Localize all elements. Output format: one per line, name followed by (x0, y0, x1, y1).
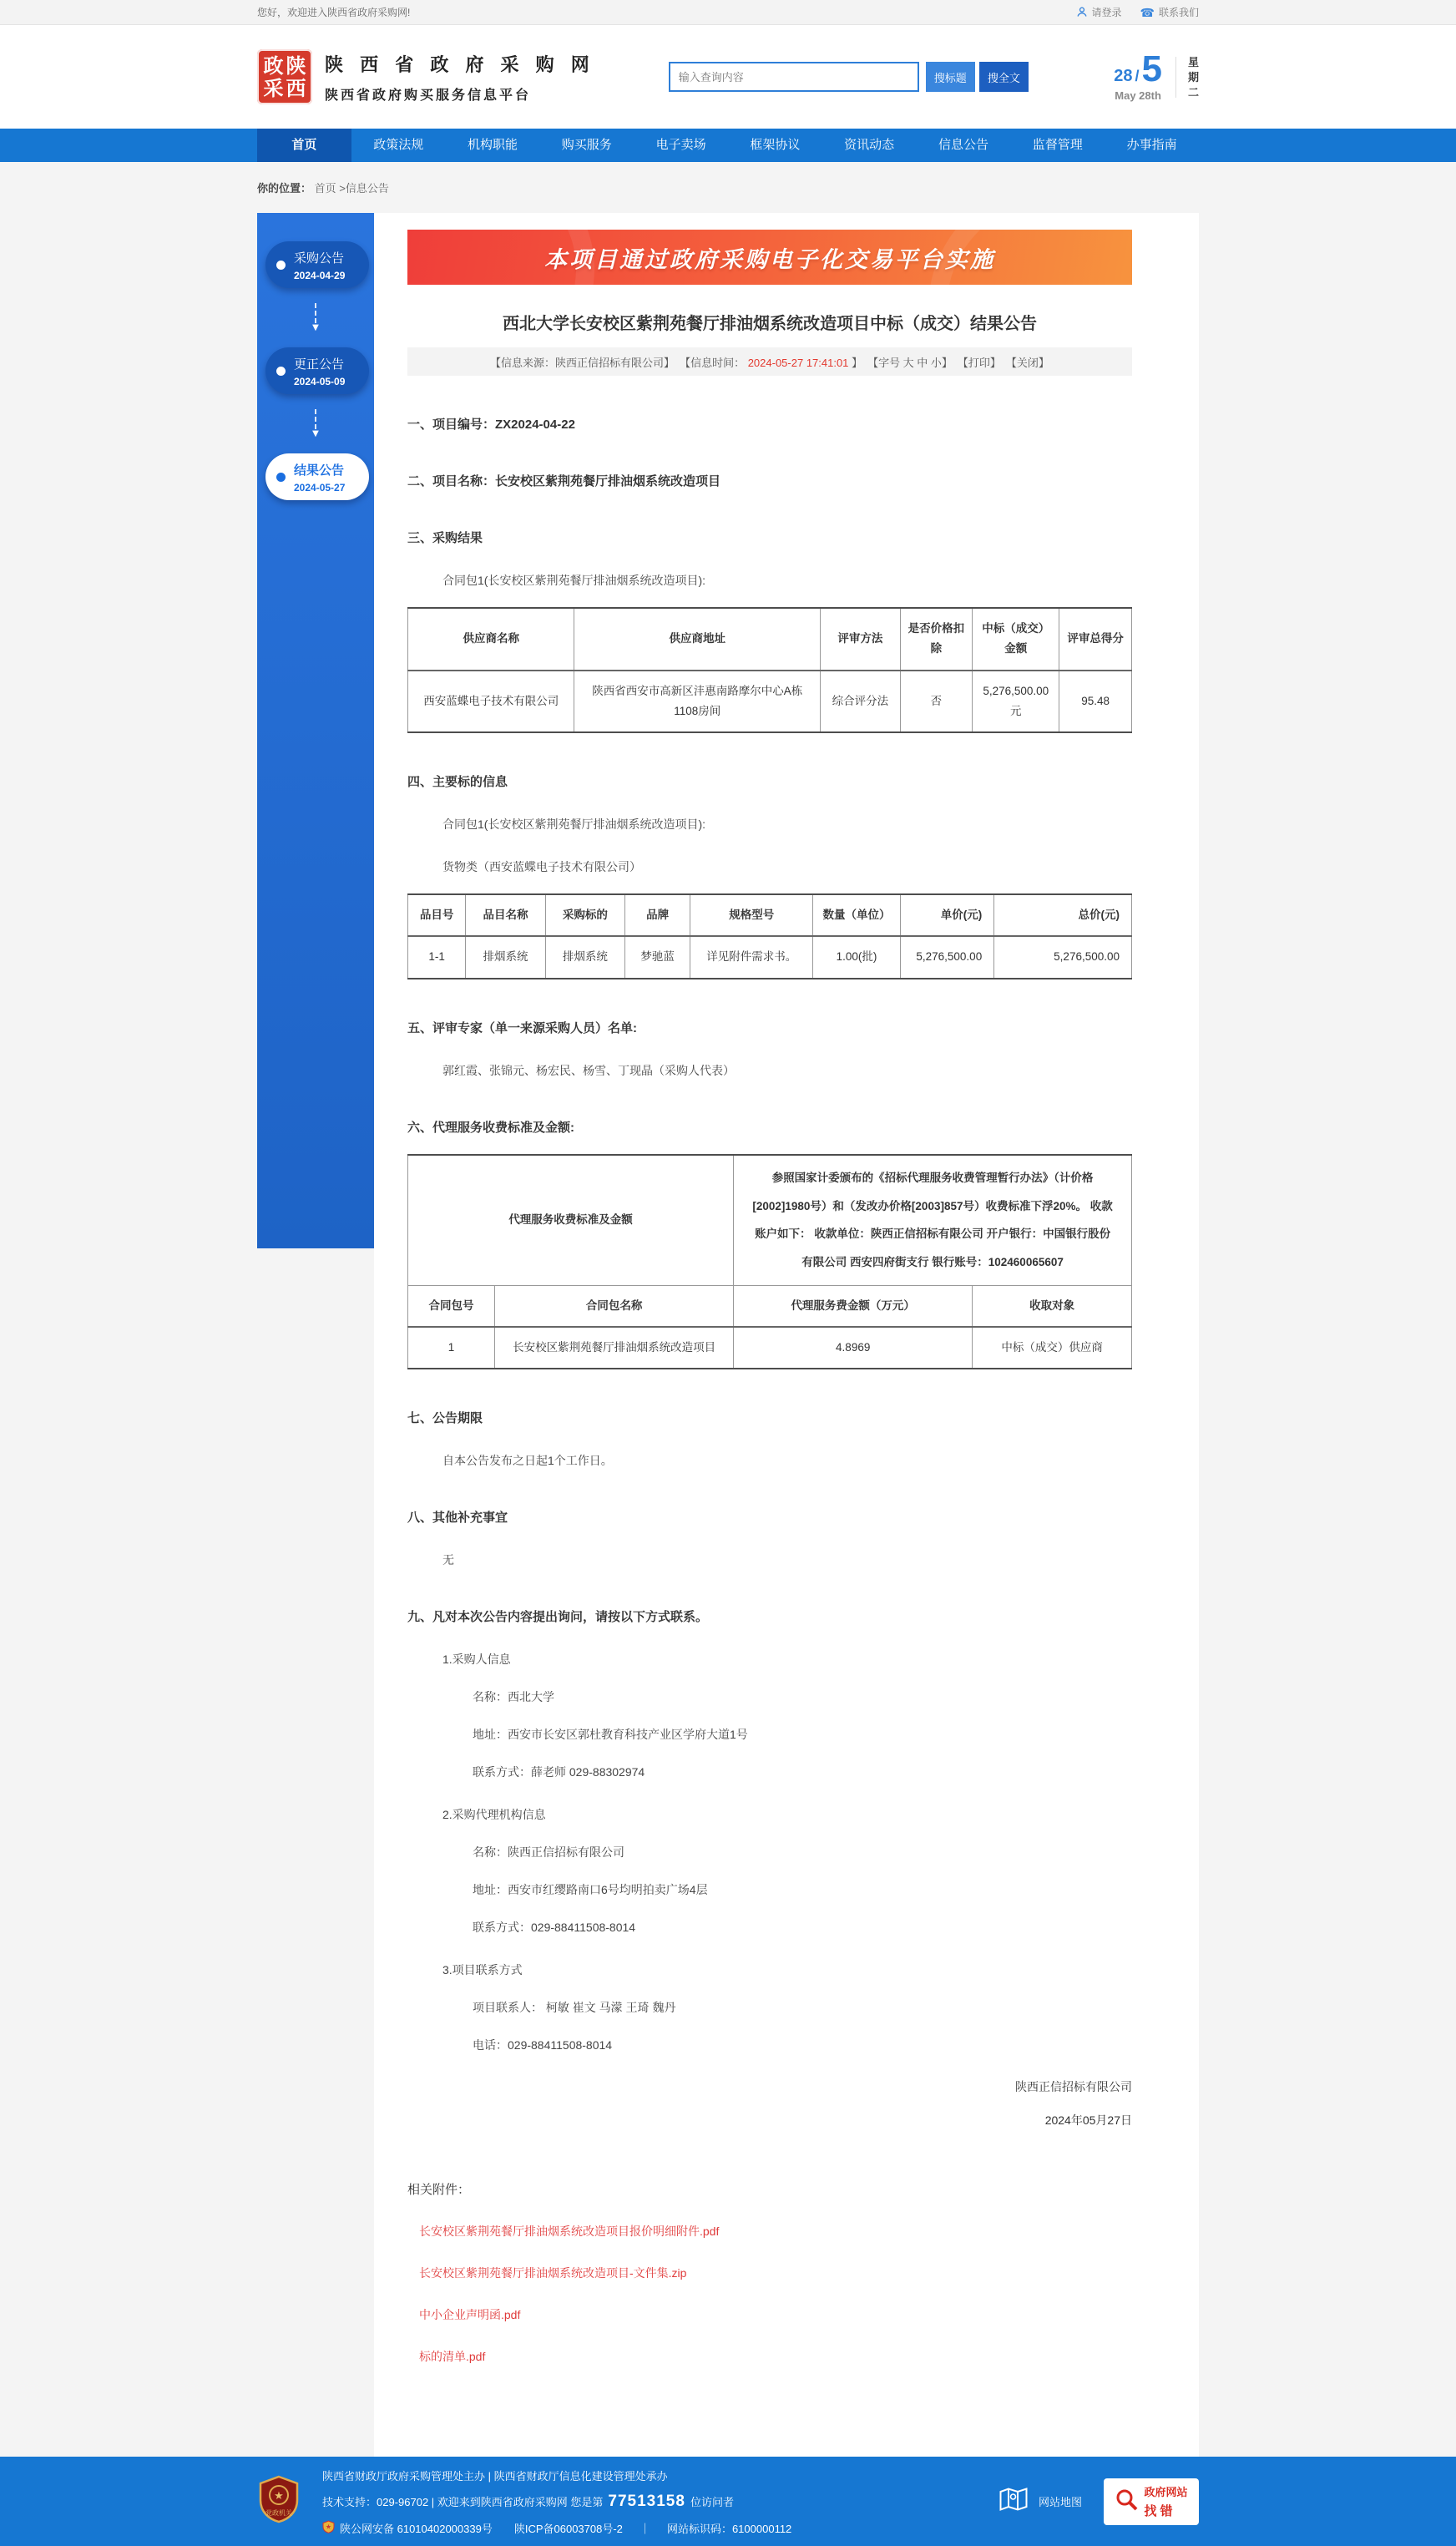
footer-text-block (322, 2468, 791, 2536)
sidebar-item-procurement-notice[interactable]: 采购公告 2024-04-29 (265, 241, 369, 288)
site-name: 陕 西 省 政 府 采 购 网 (325, 53, 595, 75)
government-emblem-icon (257, 2475, 301, 2528)
topbar (0, 0, 1456, 25)
nav-item-news[interactable]: 资讯动态 (844, 138, 895, 152)
contact-line: 电话：029-88411508-8014 (473, 2038, 613, 2052)
contact-line: 联系方式：薛老师 029-88302974 (473, 1765, 645, 1779)
attachment-link[interactable]: 长安校区紫荆苑餐厅排油烟系统改造项目-文件集.zip (419, 2266, 687, 2280)
search-input[interactable] (669, 62, 919, 92)
section-contact: 九、凡对本次公告内容提出询问，请按以下方式联系。 (407, 1610, 709, 1625)
procurement-result-table (407, 607, 1132, 733)
nav-item-announcements[interactable]: 信息公告 (938, 138, 988, 152)
signature-date: 2024年05月27日 (1044, 2113, 1132, 2128)
site-subtitle: 陕西省政府购买服务信息平台 (325, 88, 532, 103)
nav-item-purchase-services[interactable]: 购买服务 (561, 138, 612, 152)
contact-line: 项目联系人： 柯敏 崔文 马濛 王琦 魏丹 (473, 2001, 676, 2015)
site-header (0, 25, 1456, 129)
search-title-button[interactable]: 搜标题 (926, 62, 975, 92)
announcement-timeline-sidebar (257, 213, 374, 1248)
footer-line-organizers: 陕西省财政厅政府采购管理处主办 | 陕西省财政厅信息化建设管理处承办 (322, 2469, 668, 2483)
table-header-row: 合同包号 合同包名称 代理服务费金额（万元） 收取对象 (408, 1285, 1132, 1327)
contact-line: 地址：西安市长安区郭杜教育科技产业区学府大道1号 (473, 1728, 748, 1742)
nav-item-policies[interactable]: 政策法规 (373, 138, 424, 152)
arrow-down-icon: ▼ (257, 303, 374, 332)
font-size-controls[interactable]: 【字号 大 中 小】 (867, 356, 953, 369)
goods-category-note: 货物类（西安蓝蝶电子技术有限公司） (442, 860, 641, 874)
site-footer (0, 2457, 1456, 2546)
icp-number[interactable]: 陕ICP备06003708号-2 (513, 2522, 623, 2535)
date-month: 5 (1141, 48, 1162, 89)
sitemap-link[interactable]: 网站地图 (998, 2487, 1082, 2516)
search-bar (669, 62, 1029, 92)
contact-link[interactable]: ☎ 联系我们 (1140, 5, 1199, 19)
footer-line-support: 技术支持：029-96702 | 欢迎来到陕西省政府采购网 您是第 77513158 位访问者 (322, 2492, 734, 2510)
table-header-row: 供应商名称 供应商地址 评审方法 是否价格扣除 中标（成交）金额 评审总得分 (408, 608, 1132, 671)
section-main-subject-info: 四、主要标的信息 (407, 775, 508, 790)
site-title-block (325, 51, 595, 104)
breadcrumb: 你的位置： 首页 >信息公告 (257, 182, 389, 195)
section-announcement-period: 七、公告期限 (407, 1411, 483, 1426)
footer-line-registration: ★ 陕公网安备 61010402000339号 陕ICP备06003708号-2 ｜ 网站标识码：6100000112 (322, 2520, 791, 2536)
close-button[interactable]: 【关闭】 (1005, 356, 1049, 369)
breadcrumb-home[interactable]: 首页 (314, 182, 336, 195)
visitor-count: 77513158 (608, 2492, 685, 2510)
nav-item-guide[interactable]: 办事指南 (1126, 138, 1177, 152)
sidebar-item-correction-notice[interactable]: 更正公告 2024-05-09 (265, 347, 369, 394)
attachment-link[interactable]: 中小企业声明函.pdf (419, 2308, 521, 2322)
section-project-number: 一、项目编号：ZX2024-04-22 (407, 418, 575, 432)
timeline-dot (276, 261, 286, 270)
map-icon (998, 2487, 1029, 2516)
eprocurement-banner: 本项目通过政府采购电子化交易平台实施 (407, 230, 1132, 285)
nav-item-home[interactable]: 首页 (257, 129, 351, 162)
contact-group-title: 3.项目联系方式 (442, 1963, 523, 1977)
table-row: 西安蓝蝶电子技术有限公司 陕西省西安市高新区沣惠南路摩尔中心A栋1108房间 综合评分法 否 5,276,500.00元 95.48 (408, 671, 1132, 733)
contact-line: 名称：西北大学 (473, 1690, 554, 1704)
timeline-dot (276, 473, 286, 482)
main-nav (0, 129, 1456, 162)
nav-item-functions[interactable]: 机构职能 (467, 138, 518, 152)
date-widget: 28 / 5 May 28th 星 期 二 (1114, 48, 1199, 102)
welcome-text: 您好，欢迎进入陕西省政府采购网! (257, 7, 411, 18)
police-badge-icon (322, 2520, 335, 2536)
contract-package-note: 合同包1(长安校区紫荆苑餐厅排油烟系统改造项目): (442, 574, 705, 587)
nav-item-emall[interactable]: 电子卖场 (655, 138, 706, 152)
website-error-report-button[interactable]: 政府网站 找错 (1104, 2478, 1199, 2525)
table-row: 代理服务收费标准及金额 参照国家计委颁布的《招标代理服务收费管理暂行办法》（计价格[2002]1980号）和（发改办价格[2003]857号）收费标准下浮20%。 收款账户如下： 收款单位：陕西正信招标有限公司 开户银行：中国银行股份有限公司 西安四府街支行 银行账号：102460065607 (408, 1155, 1132, 1286)
signature-company: 陕西正信招标有限公司 (1015, 2080, 1132, 2094)
magnifier-icon (1115, 2488, 1138, 2515)
section-other-matters: 八、其他补充事宜 (407, 1511, 508, 1526)
subject-info-table (407, 893, 1132, 979)
attachment-link[interactable]: 标的清单.pdf (419, 2350, 486, 2364)
signature-block (407, 2078, 1132, 2128)
contact-group-title: 1.采购人信息 (442, 1653, 511, 1667)
contact-line: 名称：陕西正信招标有限公司 (473, 1845, 624, 1860)
table-row: 1 长安校区紫荆苑餐厅排油烟系统改造项目 4.8969 中标（成交）供应商 (408, 1327, 1132, 1369)
section-experts: 五、评审专家（单一来源采购人员）名单: (407, 1020, 637, 1035)
svg-text:★: ★ (325, 2523, 332, 2531)
svg-text:★: ★ (274, 2490, 284, 2503)
attachments-label: 相关附件： (407, 2183, 471, 2198)
date-day: 28 (1114, 66, 1133, 85)
contact-line: 联系方式：029-88411508-8014 (473, 1921, 636, 1935)
attachment-link[interactable]: 长安校区紫荆苑餐厅排油烟系统改造项目报价明细附件.pdf (419, 2225, 720, 2239)
section-project-name: 二、项目名称：长安校区紫荆苑餐厅排油烟系统改造项目 (407, 474, 721, 488)
date-weekday: 星 期 二 (1175, 57, 1199, 98)
site-logo: 政 陕 采 西 (257, 49, 312, 104)
table-row: 1-1 排烟系统 排烟系统 梦驰蓝 详见附件需求书。 1.00(批) 5,276,500.00 5,276,500.00 (408, 936, 1132, 978)
sidebar-item-result-notice[interactable]: 结果公告 2024-05-27 (265, 453, 369, 500)
article-main: 本项目通过政府采购电子化交易平台实施 西北大学长安校区紫荆苑餐厅排油烟系统改造项目中标（成交）结果公告 【信息来源：陕西正信招标有限公司】 【信息时间： 2024-05-27 17:41:01 】 【字号 大 中 小】 【打印】 【关闭】 一、项目编号：ZX2024-04-22 二、项目名称：长安校区紫荆苑餐厅排油烟系统改造项目 三、采购结果 合同包1(长安校区紫荆苑餐厅排油烟系统改造项目): 供应商名称 供应商地址 评审方法 是否价格扣除 中标（成交）金额 评审总得分 西安蓝蝶电子技术有限公司 陕西省西安市高新区沣惠南路摩尔中心A栋1108房间 综合评分法 否 5,276,500.00元 95.48 四、主要标的信息 合同包1(长安校区紫荆苑餐厅排油烟系统改造项目): 货物类（西安蓝蝶电子技术有限公司） 品目号 品目名称 采购标的 品牌 规格型号 数量（单位） 单价(元) 总价(元) 1-1 排烟系统 排烟系统 梦驰蓝 详见附件需求书。 1.00(批) 5,276,500.00 5,276,500.00 五、评审专家（单一来源采购人员）名单: 郭红霞、张锦元、杨宏民、杨雪、丁现晶（采购人代表） 六、代理服务收费标准及金额: 代理服务收费标准及金额 参照国家计委颁布的《招标代理服务收费管理暂行办法》（计价格[2002]1980号）和（发改办价格[2003]857号）收费标准下浮20%。 收款账户如下： 收款单位：陕西正信招标有限公司 开户银行：中国银行股份有限公司 西安四府街支行 银行账号：102460065607 合同包号 合同包名称 代理服务费金额（万元） 收取对象 1 长安校区紫荆苑餐厅排油烟系统改造项目 4.8969 中标（成交）供应商 七、公告期限 自本公告发布之日起1个工作日。 八、其他补充事宜 无 九、凡对本次公告内容提出询问，请按以下方式联系。 1.采购人信息 名称：西北大学 地址：西安市长安区郭杜教育科技产业区学府大道1号 联系方式：薛老师 029-88302974 2.采购代理机构信息 名称：陕西正信招标有限公司 地址：西安市红缨路南口6号均明拍卖广场4层 联系方式：029-88411508-8014 3.项目联系方式 项目联系人： 柯敏 崔文 马濛 王琦 魏丹 电话：029-88411508-8014 陕西正信招标有限公司 2024年05月27日 相关附件： 长安校区紫荆苑餐厅排油烟系统改造项目报价明细附件.pdf 长安校区紫荆苑餐厅排油烟系统改造项目-文件集.zip 中小企业声明函.pdf 标的清单.pdf (374, 213, 1199, 2457)
nav-item-framework[interactable]: 框架协议 (750, 138, 801, 152)
contact-group-title: 2.采购代理机构信息 (442, 1808, 546, 1822)
search-fulltext-button[interactable]: 搜全文 (979, 62, 1029, 92)
beian-number[interactable]: 陕公网安备 61010402000339号 (340, 2522, 493, 2535)
agency-fee-table (407, 1154, 1132, 1370)
contract-package-note: 合同包1(长安校区紫荆苑餐厅排油烟系统改造项目): (442, 817, 705, 832)
arrow-down-icon: ▼ (257, 409, 374, 438)
date-english: May 28th (1115, 89, 1161, 102)
nav-item-supervision[interactable]: 监督管理 (1032, 138, 1083, 152)
contact-line: 地址：西安市红缨路南口6号均明拍卖广场4层 (473, 1883, 708, 1897)
phone-icon: ☎ (1140, 5, 1155, 19)
print-button[interactable]: 【打印】 (957, 356, 1001, 369)
svg-text:党政机关: 党政机关 (265, 2509, 292, 2518)
section-procurement-result: 三、采购结果 (407, 531, 483, 545)
login-link[interactable]: 请登录 (1076, 5, 1122, 19)
user-icon (1076, 6, 1088, 19)
meta-source: 【信息来源：陕西正信招标有限公司】 (490, 356, 675, 369)
breadcrumb-current: 信息公告 (345, 182, 389, 195)
table-header-row: 品目号 品目名称 采购标的 品牌 规格型号 数量（单位） 单价(元) 总价(元) (408, 894, 1132, 936)
site-code: 网站标识码：6100000112 (666, 2522, 792, 2535)
page-title: 西北大学长安校区紫荆苑餐厅排油烟系统改造项目中标（成交）结果公告 (503, 315, 1037, 333)
timeline-dot (276, 367, 286, 376)
meta-time: 【信息时间： 2024-05-27 17:41:01 】 (680, 356, 863, 369)
experts-names: 郭红霞、张锦元、杨宏民、杨雪、丁现晶（采购人代表） (442, 1063, 735, 1077)
article-meta-bar (407, 347, 1132, 376)
section-agency-fee: 六、代理服务收费标准及金额: (407, 1120, 574, 1135)
